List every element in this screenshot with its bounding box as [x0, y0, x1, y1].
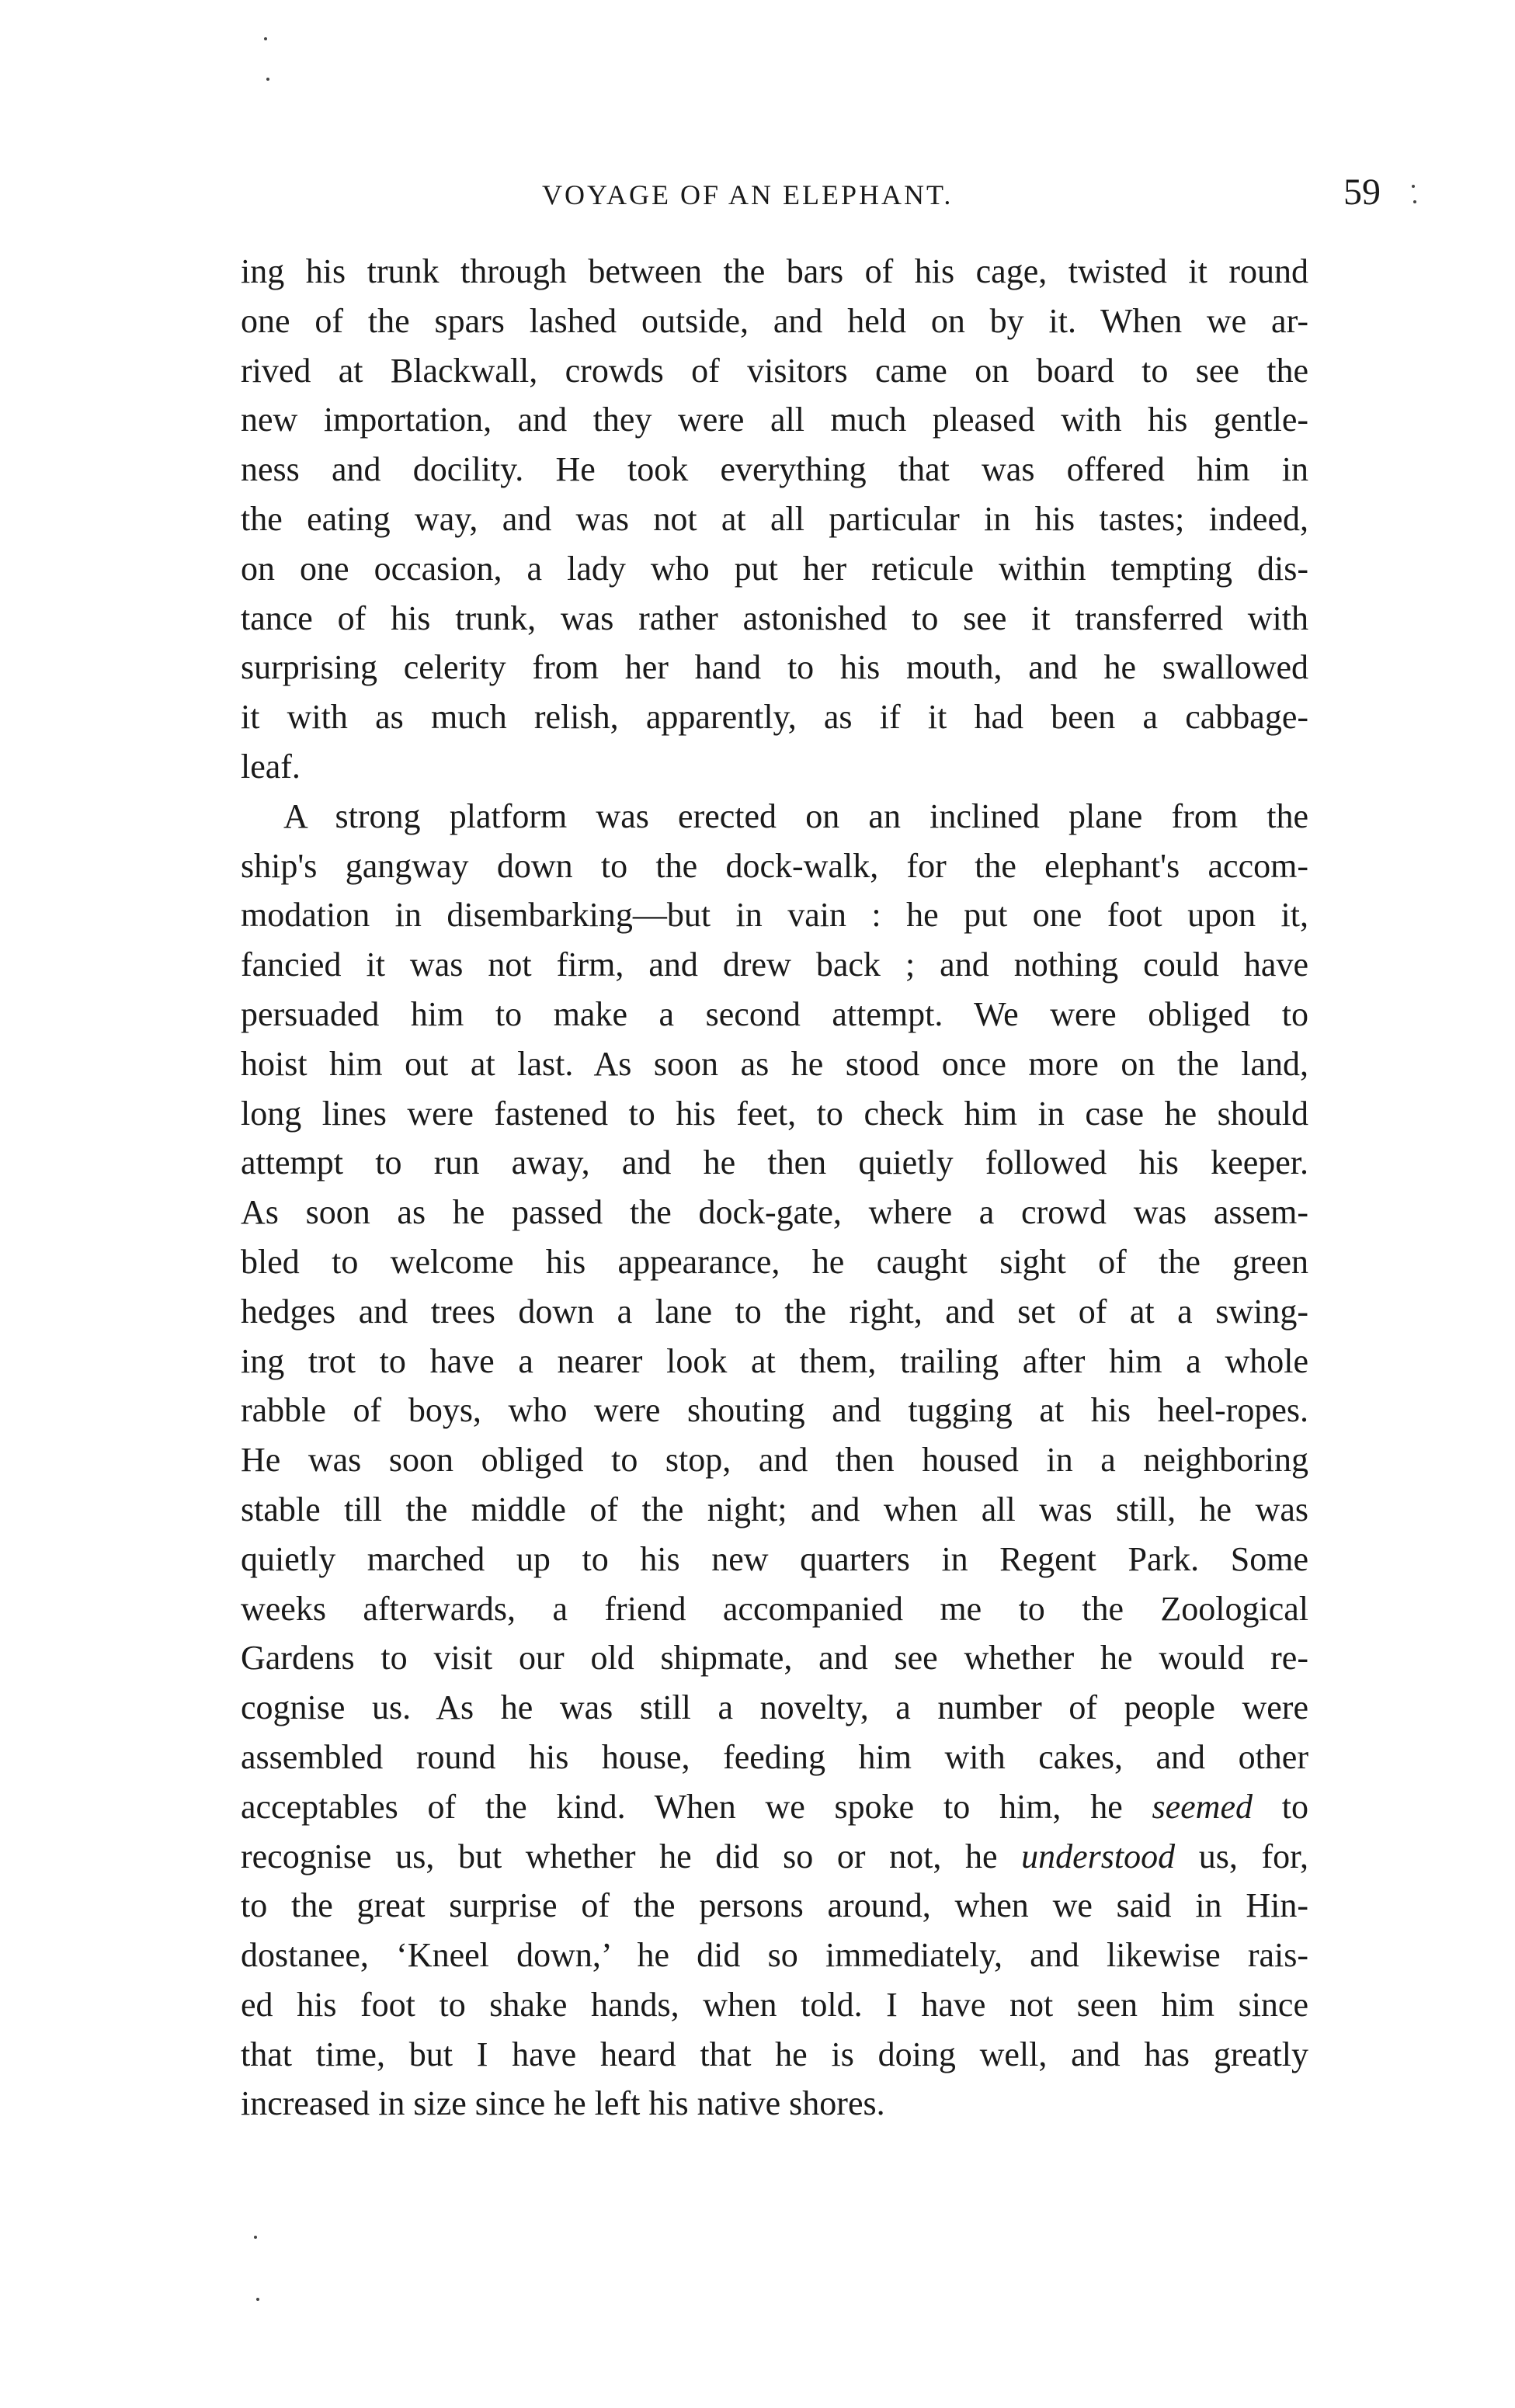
line-text: ship's gangway down to the dock-walk, for the elephant's accom- [241, 846, 1308, 885]
line-text: He was soon obliged to stop, and then housed in a neighboring [241, 1441, 1308, 1480]
line-text: cognise us. As he was still a novelty, a number of people were [241, 1688, 1308, 1727]
text-line [241, 346, 1308, 396]
line-text: weeks afterwards, a friend accompanied me to the Zoological [241, 1589, 1308, 1628]
line-text: long lines were fastened to his feet, to check him in case he should [241, 1094, 1308, 1133]
line-text: A strong platform was erected on an inclined plane from the [283, 796, 1308, 835]
line-text: us, for, [1175, 1837, 1308, 1875]
italic-text: understood [1021, 1837, 1176, 1875]
text-line [241, 792, 1308, 841]
line-text: dostanee, ‘Kneel down,’ he did so immediately, and likewise rais- [241, 1936, 1308, 1975]
ink-speck [254, 2236, 257, 2239]
line-text: one of the spars lashed outside, and held on by it. When we ar- [241, 301, 1308, 340]
text-line [241, 1039, 1308, 1089]
line-text: stable till the middle of the night; and when all was still, he was [241, 1490, 1308, 1528]
italic-text: seemed [1152, 1787, 1253, 1826]
ink-speck [1413, 200, 1416, 203]
line-text: persuaded him to make a second attempt. We were obliged to [241, 994, 1308, 1033]
line-text: fancied it was not firm, and drew back ; and nothing could have [241, 946, 1308, 984]
line-text: it with as much relish, apparently, as if it had been a cabbage- [241, 698, 1308, 737]
text-line [241, 1535, 1308, 1584]
text-line [241, 1683, 1308, 1733]
line-text: hoist him out at last. As soon as he stood once more on the land, [241, 1044, 1308, 1083]
line-text: ed his foot to shake hands, when told. I have not seen him since [241, 1985, 1308, 2024]
line-text: ing trot to have a nearer look at them, trailing after him a whole [241, 1341, 1308, 1380]
text-line [241, 692, 1308, 742]
text-line [241, 1337, 1308, 1386]
ink-speck [266, 78, 269, 81]
line-text: increased in size since he left his native shores. [241, 2084, 885, 2123]
line-text: ing his trunk through between the bars of his cage, twisted it round [241, 252, 1308, 290]
ink-speck [1412, 185, 1415, 188]
text-line [241, 247, 1308, 297]
line-text: the eating way, and was not at all particular in his tastes; indeed, [241, 499, 1308, 538]
line-text: quietly marched up to his new quarters in Regent Park. Some [241, 1539, 1308, 1578]
text-line [241, 1237, 1308, 1287]
text-line [241, 1832, 1308, 1882]
text-line [241, 1287, 1308, 1337]
line-text: tance of his trunk, was rather astonished to see it transferred with [241, 599, 1308, 637]
text-line [241, 445, 1308, 494]
text-line [241, 2030, 1308, 2080]
line-text: ness and docility. He took everything that was offered him in [241, 450, 1308, 489]
text-line [241, 1633, 1308, 1683]
text-line [241, 841, 1308, 891]
text-line [241, 1782, 1308, 1832]
text-line [241, 1386, 1308, 1435]
line-text: that time, but I have heard that he is doing well, and has greatly [241, 2035, 1308, 2073]
line-text: to [1253, 1787, 1308, 1826]
text-line [241, 544, 1308, 594]
page-number: 59 [1343, 172, 1381, 213]
line-text: on one occasion, a lady who put her reticule within tempting dis- [241, 549, 1308, 588]
text-line [241, 742, 1308, 792]
text-line [241, 1138, 1308, 1188]
text-line [241, 890, 1308, 940]
text-line [241, 643, 1308, 692]
line-text: leaf. [241, 747, 301, 786]
text-line [241, 494, 1308, 544]
text-line [241, 1733, 1308, 1782]
text-line [241, 990, 1308, 1039]
ink-speck [256, 2298, 259, 2301]
line-text: surprising celerity from her hand to his mouth, and he swallowed [241, 648, 1308, 687]
line-text: bled to welcome his appearance, he caught sight of the green [241, 1242, 1308, 1281]
line-text: As soon as he passed the dock-gate, where a crowd was assem- [241, 1193, 1308, 1232]
body-text [241, 247, 1308, 2129]
text-line [241, 297, 1308, 346]
line-text: hedges and trees down a lane to the right, and set of at a swing- [241, 1292, 1308, 1331]
line-text: attempt to run away, and he then quietly followed his keeper. [241, 1143, 1308, 1182]
text-line [241, 1089, 1308, 1139]
text-line [241, 1435, 1308, 1485]
line-text: new importation, and they were all much pleased with his gentle- [241, 401, 1308, 439]
text-line [241, 1584, 1308, 1634]
line-text: to the great surprise of the persons around, when we said in Hin- [241, 1886, 1308, 1925]
line-text: modation in disembarking—but in vain : he put one foot upon it, [241, 896, 1308, 935]
ink-speck [264, 37, 267, 40]
text-line [241, 594, 1308, 644]
running-title: VOYAGE OF AN ELEPHANT. [542, 179, 954, 210]
text-line [241, 2079, 1308, 2129]
paragraph [241, 792, 1308, 2129]
line-text: rabble of boys, who were shouting and tugging at his heel-ropes. [241, 1391, 1308, 1430]
line-text: recognise us, but whether he did so or not, he [241, 1837, 1022, 1875]
text-line [241, 1881, 1308, 1931]
text-line [241, 1931, 1308, 1980]
text-line [241, 395, 1308, 445]
text-line [241, 1188, 1308, 1237]
text-line [241, 1980, 1308, 2030]
text-line [241, 940, 1308, 990]
line-text: Gardens to visit our old shipmate, and see whether he would re- [241, 1639, 1308, 1678]
line-text: rived at Blackwall, crowds of visitors came on board to see the [241, 351, 1308, 390]
paragraph [241, 247, 1308, 792]
line-text: assembled round his house, feeding him with cakes, and other [241, 1737, 1308, 1776]
running-head [247, 171, 1381, 225]
text-line [241, 1485, 1308, 1535]
line-text: acceptables of the kind. When we spoke to him, he [241, 1787, 1152, 1826]
